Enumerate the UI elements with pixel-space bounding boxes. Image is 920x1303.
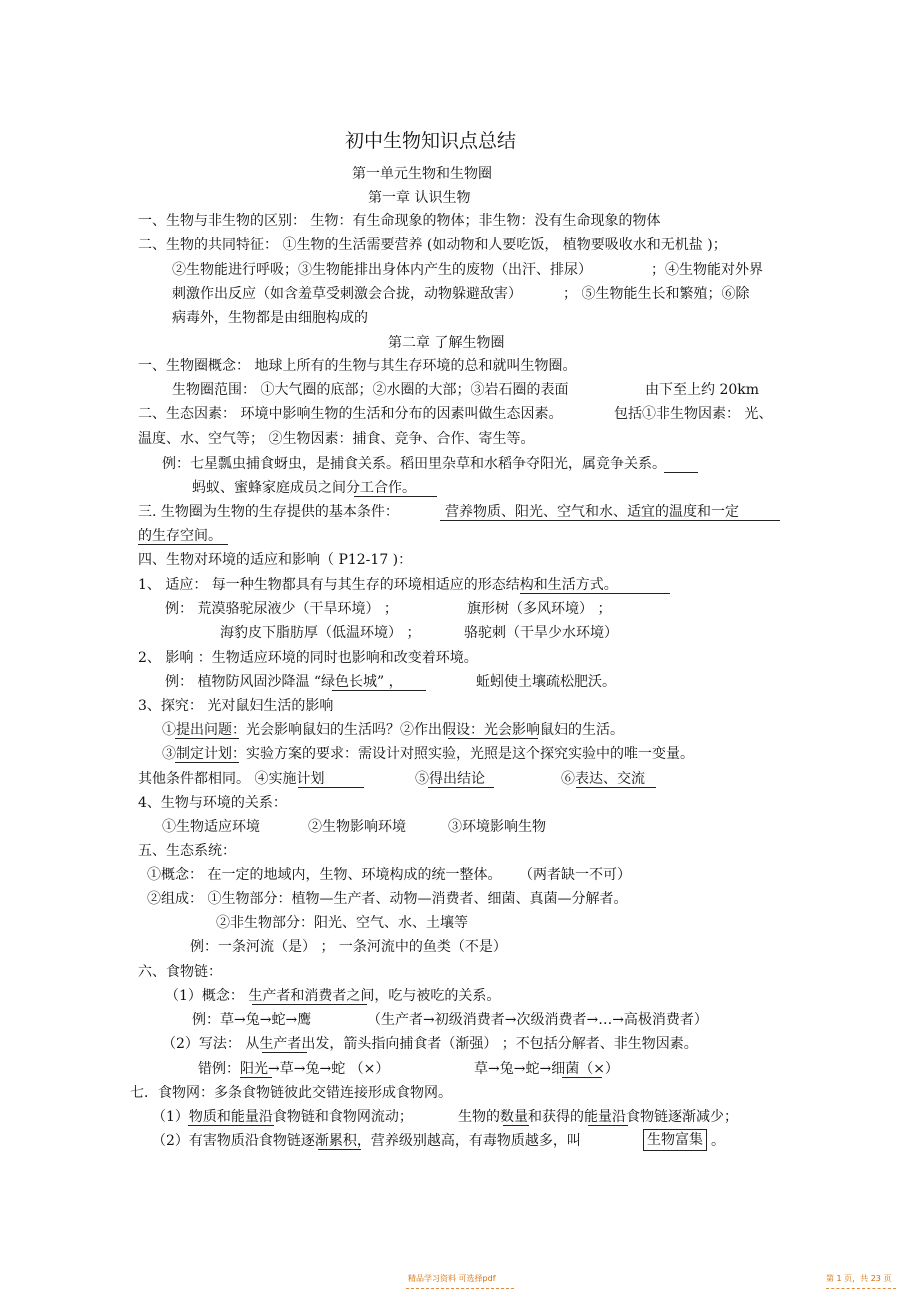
line-chain-3a: 例：草→兔→蛇→鹰 <box>192 1012 312 1028</box>
bio-accumulation-box: 生物富集 <box>643 1129 707 1151</box>
line-eco-1: 五、生态系统： <box>138 843 236 859</box>
line-adapt-9b: ⑤得出结论 <box>415 771 485 787</box>
line-adapt-6: 3、探究： 光对鼠妇生活的影响 <box>138 698 334 714</box>
line-adapt-1: 1、 适应： 每一种生物都具有与其生存的环境相适应的形态结构和生活方式。 <box>138 577 618 593</box>
line-2-1: 一、生物圈概念： 地球上所有的生物与其生存环境的总和就叫生物圈。 <box>138 358 577 374</box>
line-adapt-7: ①提出问题：光会影响鼠妇的生活吗？②作出假设：光会影响鼠妇的生活。 <box>162 722 624 738</box>
line-eco-5: 例：一条河流（是） ； 一条河流中的鱼类（不是） <box>190 939 507 955</box>
underline <box>440 520 780 521</box>
underline <box>448 738 538 739</box>
line-web-2a: （1）物质和能量沿食物链和食物网流动； <box>152 1109 413 1125</box>
line-2-4: 温度、水、空气等； ②生物因素：捕食、竞争、合作、寄生等。 <box>138 431 535 447</box>
underline <box>318 1149 361 1150</box>
page-title: 初中生物知识点总结 <box>345 130 517 152</box>
line-2-2a: 生物圈范围： ①大气圈的底部；②水圈的大部；③岩石圈的表面 <box>172 382 569 398</box>
line-chain-3b: （生产者→初级消费者→次级消费者→…→高极消费者） <box>367 1012 708 1028</box>
underline <box>354 496 437 497</box>
underline <box>576 787 656 788</box>
line-2-7b: 营养物质、阳光、空气和水、适宜的温度和一定 <box>445 504 739 520</box>
line-2-9: 四、生物对环境的适应和影响（ P12-17 )： <box>138 552 413 568</box>
chapter-2-heading: 第二章 了解生物圈 <box>388 335 505 351</box>
underline <box>188 1125 274 1126</box>
line-2-6: 蚂蚁、蜜蜂家庭成员之间分工合作。 <box>192 480 416 496</box>
footer-left: 精品学习资料 可选择pdf <box>408 1274 496 1283</box>
line-chain-5a: 错例：阳光→草→兔→蛇 （×） <box>198 1061 390 1077</box>
line-chain-2: （1）概念： 生产者和消费者之间，吃与被吃的关系。 <box>165 988 501 1004</box>
line-adapt-9c: ⑥表达、交流 <box>561 771 645 787</box>
line-adapt-11b: ②生物影响环境 <box>308 819 406 835</box>
underline <box>240 1077 272 1078</box>
line-2-7a: 三. 生物圈为生物的生存提供的基本条件： <box>138 504 399 520</box>
line-1-2b: ②生物能进行呼吸；③生物能排出身体内产生的废物（出汗、排尿） <box>172 262 592 278</box>
footer-dots-right <box>826 1288 896 1289</box>
underline <box>138 544 228 545</box>
line-web-3c: 。 <box>711 1133 725 1149</box>
line-adapt-2b: 旗形树（多风环境） ； <box>467 601 612 617</box>
line-eco-4: ②非生物部分：阳光、空气、水、土壤等 <box>216 915 468 931</box>
line-2-8: 的生存空间。 <box>138 528 222 544</box>
underline <box>588 1125 628 1126</box>
underline <box>332 690 426 691</box>
line-adapt-5b: 蚯蚓使土壤疏松肥沃。 <box>476 674 616 690</box>
underline <box>262 1052 307 1053</box>
line-adapt-9a: 其他条件都相同。 ④实施计划 <box>138 771 325 787</box>
line-adapt-3a: 海豹皮下脂肪厚（低温环境） ； <box>220 625 421 641</box>
underline <box>175 762 239 763</box>
line-1-1: 一、生物与非生物的区别： 生物：有生命现象的物体；非生物：没有生命现象的物体 <box>138 213 661 229</box>
line-1-2c2: ； ⑤生物能生长和繁殖；⑥除 <box>563 286 750 302</box>
line-2-5: 例：七星瓢虫捕食蚜虫，是捕食关系。稻田里杂草和水稻争夺阳光，属竞争关系。 <box>162 456 666 472</box>
line-web-1: 七．食物网：多条食物链彼此交错连接形成食物网。 <box>130 1085 452 1101</box>
underline <box>428 787 494 788</box>
line-adapt-10: 4、生物与环境的关系： <box>138 795 287 811</box>
unit-heading: 第一单元生物和生物圈 <box>352 166 492 182</box>
line-adapt-11c: ③环境影响生物 <box>448 819 546 835</box>
line-eco-3: ②组成： ①生物部分：植物—生产者、动物—消费者、细菌、真菌—分解者。 <box>147 891 628 907</box>
footer-dots-left <box>406 1288 514 1289</box>
footer-right: 第 1 页，共 23 页 <box>826 1274 892 1283</box>
line-1-2c: 刺激作出反应（如含羞草受刺激会合拢，动物躲避敌害） <box>172 286 522 302</box>
line-web-3a: （2）有害物质沿食物链逐渐累积，营养级别越高，有毒物质越多，叫 <box>152 1133 581 1149</box>
underline <box>520 593 670 594</box>
underline <box>562 1077 602 1078</box>
line-chain-4: （2）写法： 从生产者出发，箭头指向捕食者（渐强） ；不包括分解者、非生物因素。 <box>162 1036 698 1052</box>
line-adapt-4: 2、 影响 ：生物适应环境的同时也影响和改变着环境。 <box>138 650 478 666</box>
chapter-1-heading: 第一章 认识生物 <box>368 190 471 206</box>
line-2-2b: 由下至上约 20km <box>645 382 760 398</box>
line-chain-5b: 草→兔→蛇→细菌（×） <box>474 1061 619 1077</box>
underline <box>252 1004 367 1005</box>
line-2-3b: 包括①非生物因素： 光、 <box>614 406 773 422</box>
underline <box>175 738 239 739</box>
line-1-2b2: ；④生物能对外界 <box>651 262 763 278</box>
underline <box>503 1125 529 1126</box>
line-1-2a: 二、生物的共同特征： ①生物的生活需要营养 (如动物和人要吃饭， 植物要吸收水和无机盐 )； <box>138 237 727 253</box>
line-adapt-5a: 例： 植物防风固沙降温 “绿色长城” ， <box>165 674 403 690</box>
line-adapt-2a: 例： 荒漠骆驼尿液少（干旱环境） ； <box>165 601 398 617</box>
line-adapt-11a: ①生物适应环境 <box>162 819 260 835</box>
line-2-3a: 二、生态因素： 环境中影响生物的生活和分布的因素叫做生态因素。 <box>138 406 563 422</box>
line-adapt-8: ③制定计划：实验方案的要求：需设计对照实验，光照是这个探究实验中的唯一变量。 <box>162 746 694 762</box>
line-eco-2b: （两者缺一不可） <box>519 867 631 883</box>
line-1-2d: 病毒外，生物都是由细胞构成的 <box>172 310 368 326</box>
line-chain-1: 六、食物链： <box>138 964 222 980</box>
underline <box>664 472 698 473</box>
line-eco-2a: ①概念： 在一定的地域内，生物、环境构成的统一整体。 <box>147 867 502 883</box>
line-web-2b: 生物的数量和获得的能量沿食物链逐渐减少； <box>458 1109 738 1125</box>
underline <box>298 787 364 788</box>
line-adapt-3b: 骆驼刺（干旱少水环境） <box>464 625 618 641</box>
